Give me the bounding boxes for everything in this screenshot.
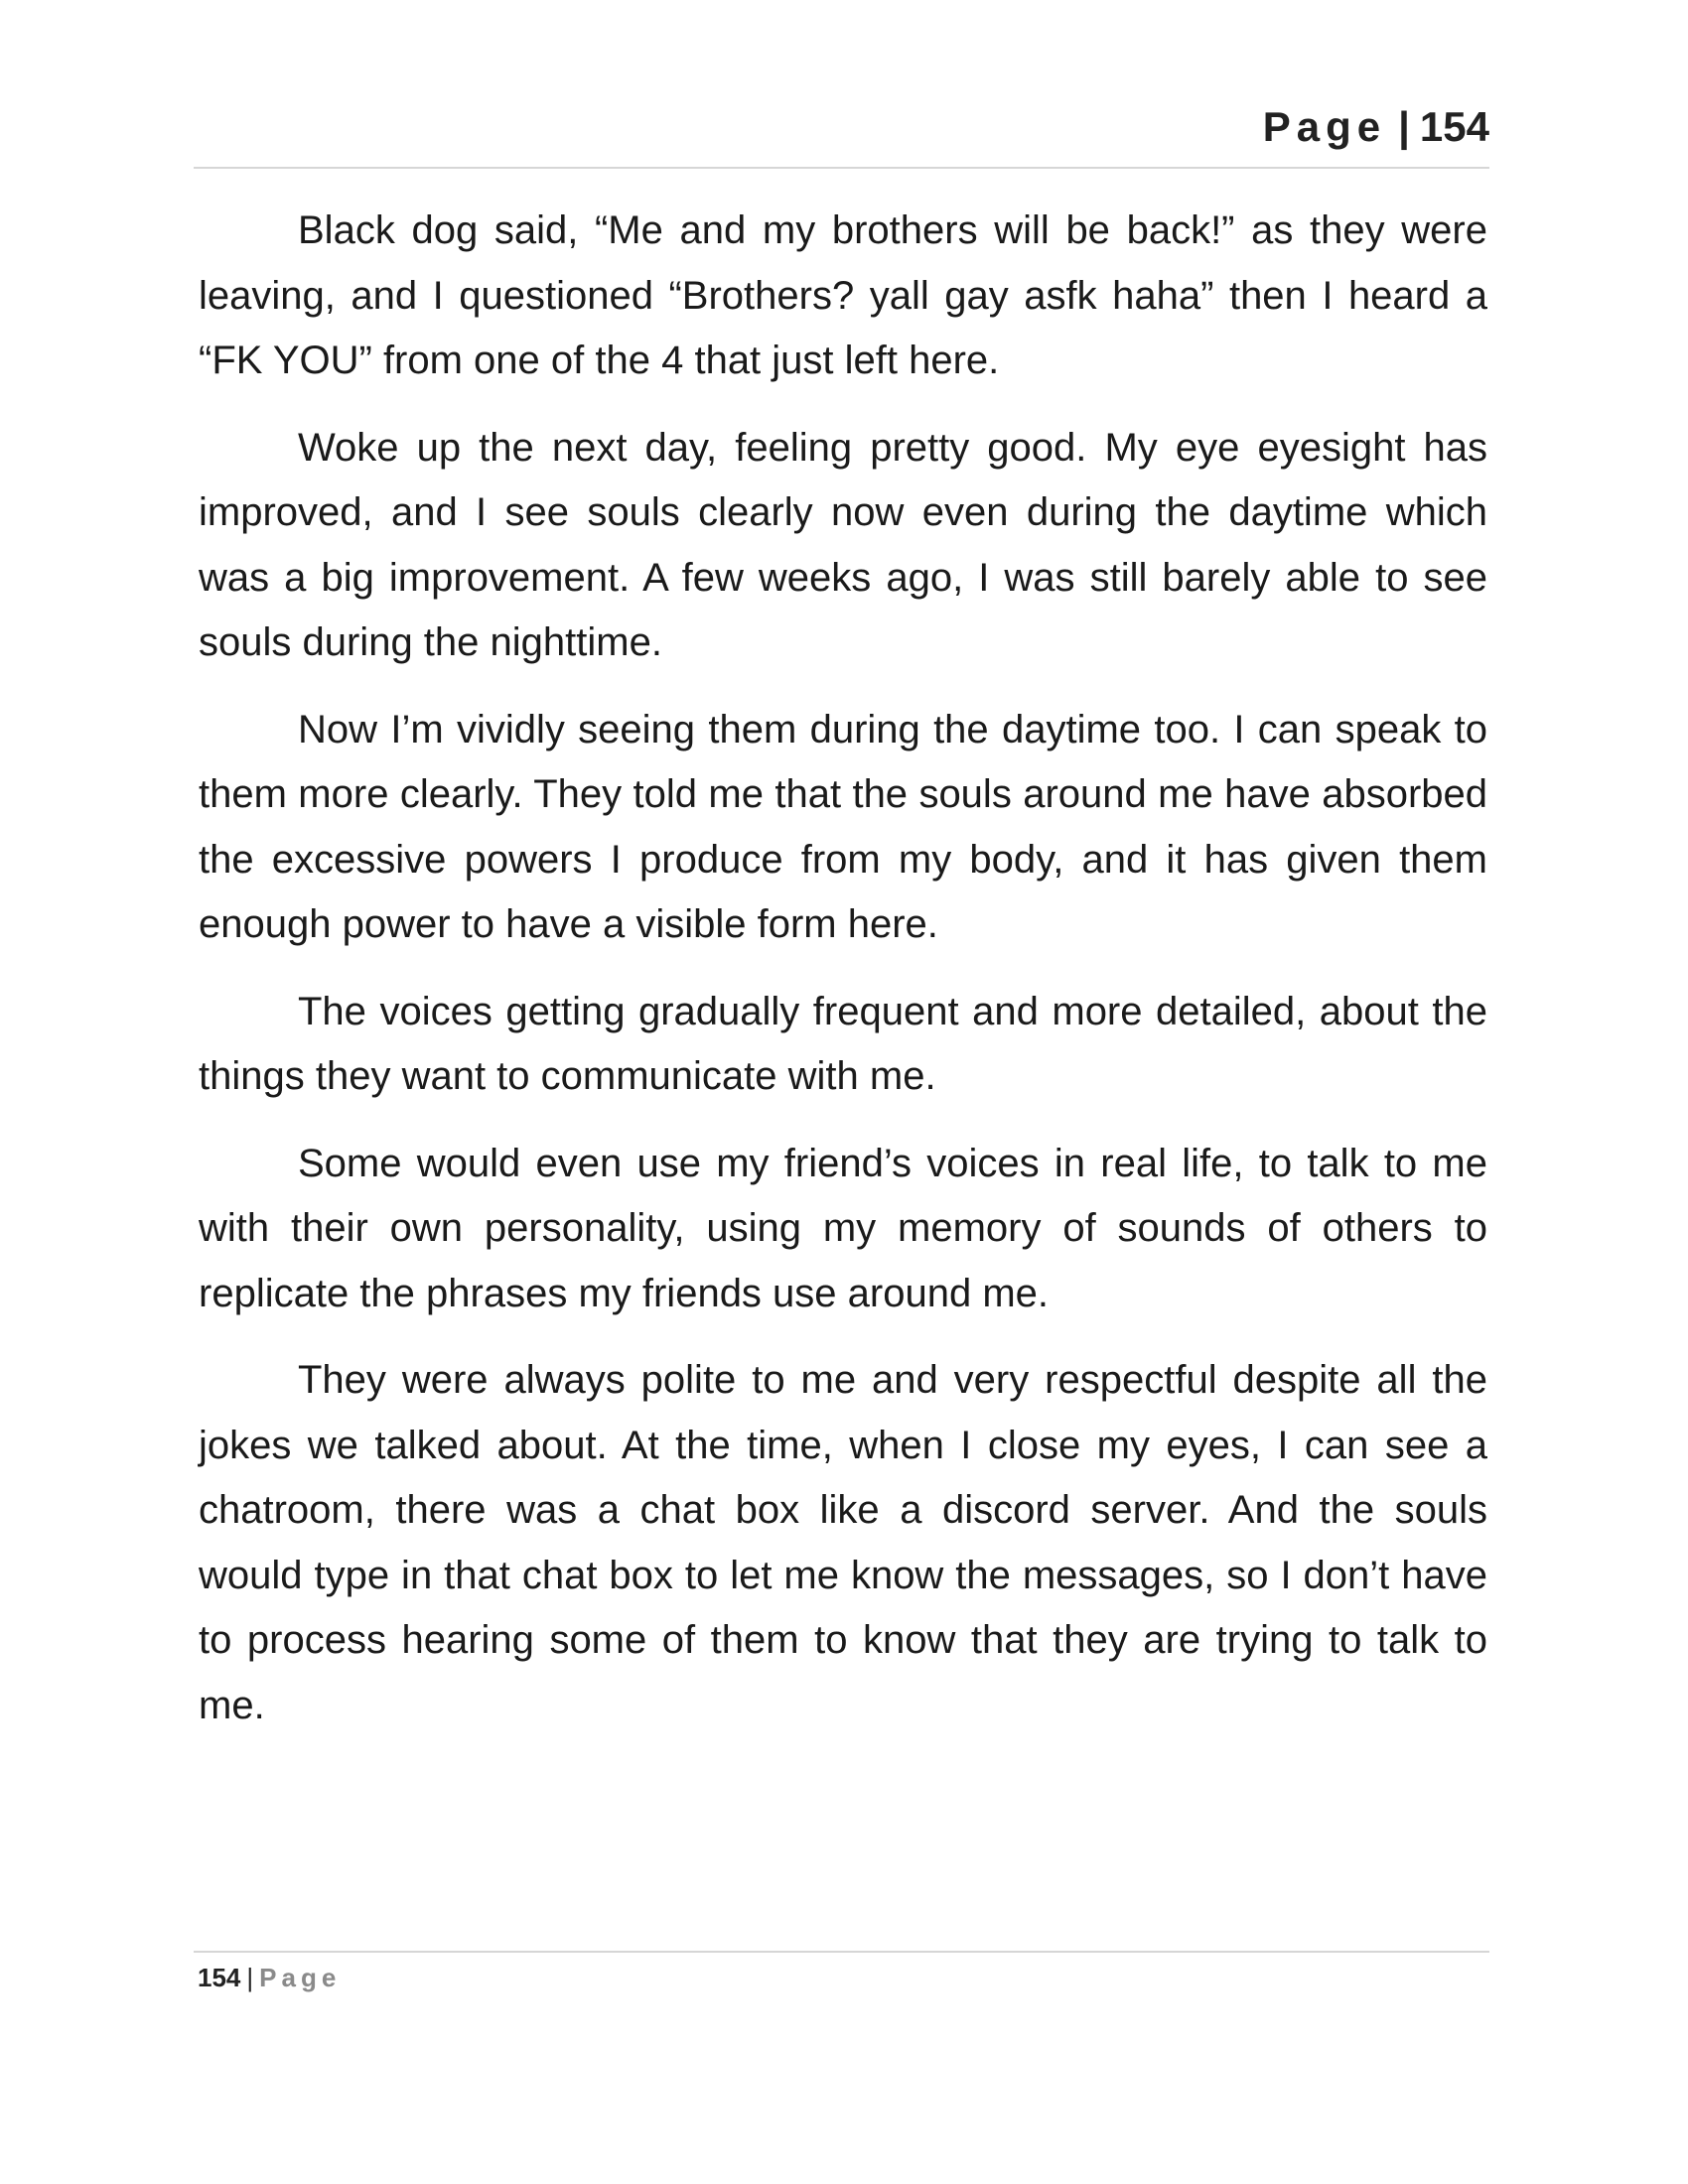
page-footer <box>194 1951 1489 1992</box>
footer-page-word: Page <box>259 1963 342 1992</box>
header-page-label <box>1263 103 1489 151</box>
body-text <box>199 199 1487 1760</box>
paragraph: Woke up the next day, feeling pretty good. My eye eyesight has improved, and I see souls clearly now even during the daytime which was a big improvement. A few weeks ago, I was still barely able to see souls during the nighttime. <box>199 425 1487 664</box>
header-separator: | <box>1398 103 1410 150</box>
paragraph: Some would even use my friend’s voices in real life, to talk to me with their own personality, using my memory of sounds of others to replicate the phrases my friends use around me. <box>199 1141 1487 1315</box>
page-header <box>194 99 1489 169</box>
header-page-word: Page <box>1262 103 1387 150</box>
paragraph: They were always polite to me and very respectful despite all the jokes we talked about. At the time, when I close my eyes, I can see a chatroom, there was a chat box like a discord server. And the souls would type in that chat box to let me know the messages, so I don’t have to process hearing some of them to know that they are trying to talk to me. <box>199 1358 1487 1727</box>
paragraph: Black dog said, “Me and my brothers will be back!” as they were leaving, and I questioned “Brothers? yall gay asfk haha” then I heard a “FK YOU” from one of the 4 that just left here. <box>199 208 1487 382</box>
footer-separator: | <box>246 1963 254 1992</box>
paragraph: Now I’m vividly seeing them during the daytime too. I can speak to them more clearly. They told me that the souls around me have absorbed the excessive powers I produce from my body, and it has given them enough power to have a visible form here. <box>199 707 1487 946</box>
footer-page-label <box>198 1963 341 1993</box>
header-page-number: 154 <box>1419 103 1489 150</box>
footer-page-number: 154 <box>198 1963 241 1992</box>
paragraph: The voices getting gradually frequent and more detailed, about the things they want to communicate with me. <box>199 989 1487 1098</box>
